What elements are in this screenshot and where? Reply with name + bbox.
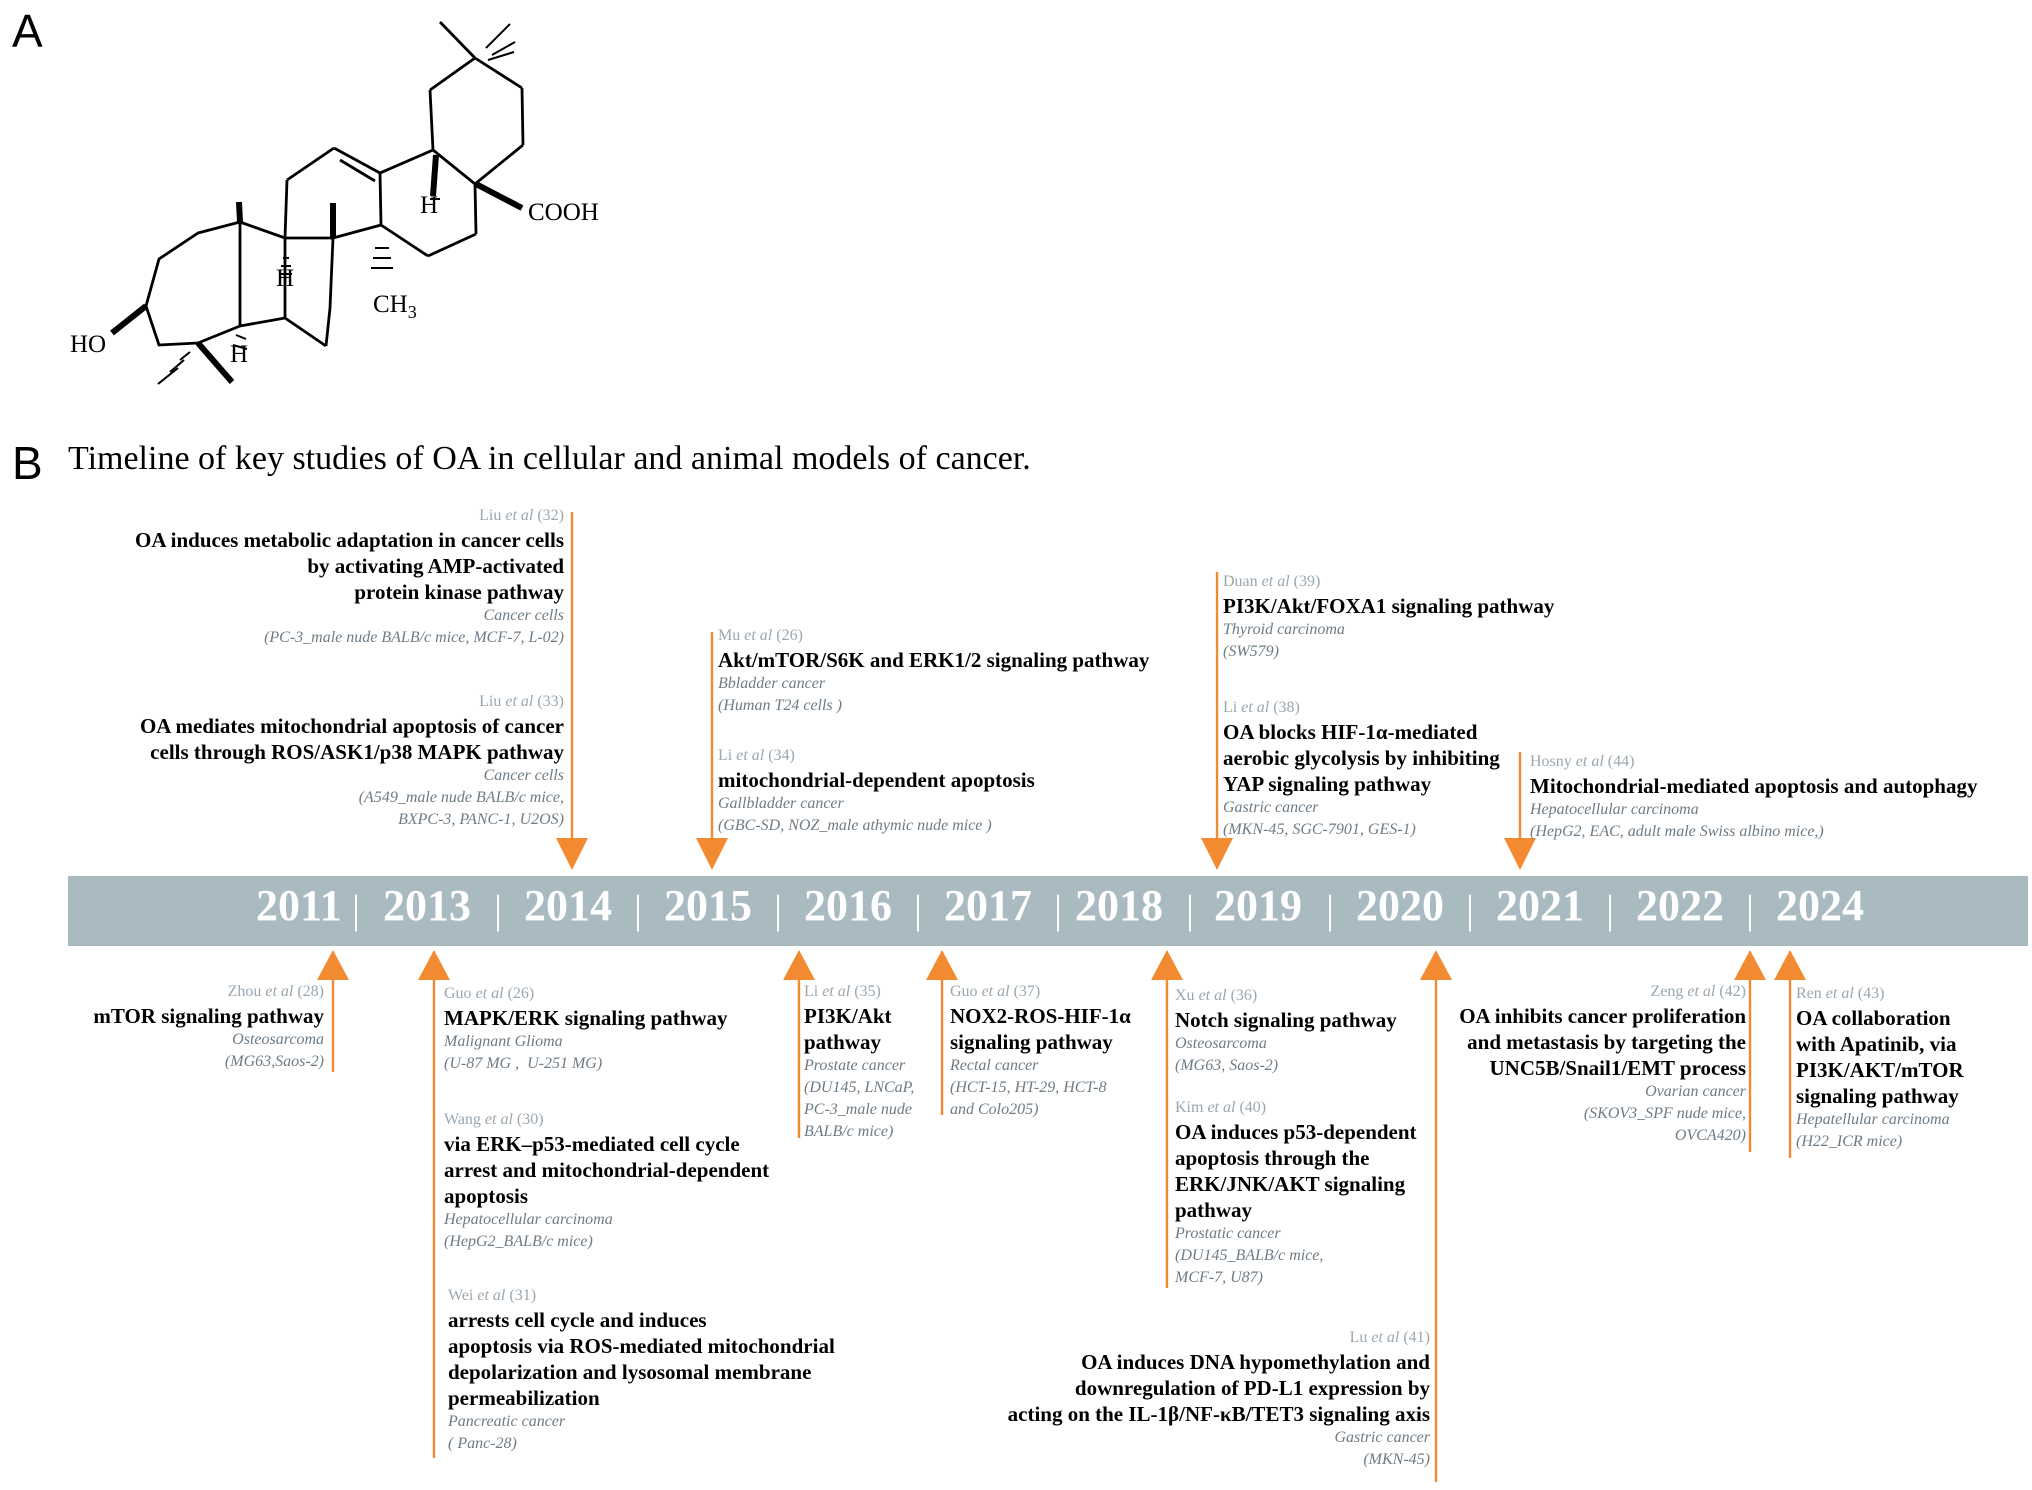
citation	[1175, 1100, 1435, 1116]
year-label: 2019	[1214, 881, 1302, 930]
carboxyl-label: COOH	[528, 199, 599, 226]
study-model: (PC-3_male nude BALB/c mice, MCF-7, L-02)	[264, 629, 564, 646]
year-separator: |	[494, 887, 503, 932]
hydroxyl-label: HO	[70, 331, 107, 358]
study-finding: Notch signaling pathway	[1175, 1008, 1397, 1032]
citation-ref: (37)	[1013, 983, 1041, 1000]
study-finding: apoptosis through the	[1175, 1146, 1370, 1170]
citation	[444, 986, 784, 1002]
study-finding: mTOR signaling pathway	[93, 1004, 324, 1028]
study-model: (U-87 MG , U-251 MG)	[444, 1055, 603, 1072]
citation-ref: (35)	[854, 983, 881, 1000]
study-finding: signaling pathway	[950, 1030, 1113, 1054]
citation-etal: et al	[1261, 573, 1290, 590]
year-separator: |	[774, 887, 783, 932]
year-label: 2024	[1776, 881, 1864, 930]
citation-etal: et al	[1575, 753, 1604, 770]
timeline-bar	[68, 876, 2028, 946]
study-lu-41	[970, 1330, 1430, 1471]
citation-ref: (36)	[1230, 987, 1258, 1004]
study-model: (MG63,Saos-2)	[224, 1053, 324, 1070]
cancer-type: Thyroid carcinoma	[1223, 621, 1345, 638]
study-model: BXPC-3, PANC-1, U2OS)	[398, 811, 564, 828]
citation-author: Li	[1223, 699, 1238, 716]
citation	[444, 1112, 804, 1128]
study-finding: Mitochondrial-mediated apoptosis and autophagy	[1530, 774, 1978, 798]
arrowhead-2014	[556, 838, 588, 870]
study-li-35	[804, 984, 934, 1143]
study-finding: acting on the IL-1β/NF-κB/TET3 signaling axis	[1007, 1402, 1430, 1426]
citation-author: Zeng	[1650, 983, 1684, 1000]
study-model: (A549_male nude BALB/c mice,	[358, 789, 564, 806]
arrowhead-2022	[1734, 950, 1766, 980]
year-separator: |	[1054, 887, 1063, 932]
citation-etal: et al	[822, 983, 851, 1000]
citation-etal: et al	[981, 983, 1010, 1000]
study-finding: and metastasis by targeting the	[1467, 1030, 1746, 1054]
citation-etal: et al	[1371, 1329, 1400, 1346]
study-finding: OA mediates mitochondrial apoptosis of cancer	[139, 714, 564, 738]
citation	[1175, 988, 1435, 1004]
citation-etal: et al	[505, 693, 534, 710]
year-separator: |	[1466, 887, 1475, 932]
study-finding: OA induces metabolic adaptation in cancer cells	[135, 528, 564, 552]
citation-etal: et al	[736, 747, 765, 764]
study-finding: signaling pathway	[1796, 1084, 1959, 1108]
year-label: 2020	[1356, 881, 1444, 930]
study-model: (SKOV3_SPF nude mice,	[1583, 1105, 1746, 1122]
citation-author: Hosny	[1530, 753, 1572, 770]
cancer-type: Hepatellular carcinoma	[1796, 1111, 1950, 1128]
year-label: 2018	[1075, 881, 1163, 930]
citation-etal: et al	[1207, 1099, 1236, 1116]
study-finding: apoptosis	[444, 1184, 529, 1208]
arrowhead-2015	[696, 838, 728, 870]
citation-ref: (42)	[1719, 983, 1746, 1000]
arrowhead-2016	[783, 950, 815, 980]
citation-etal: et al	[475, 985, 504, 1002]
citation-author: Ren	[1796, 985, 1822, 1002]
citation-author: Wang	[444, 1111, 481, 1128]
study-finding: with Apatinib, via	[1796, 1032, 1957, 1056]
study-wei-31	[448, 1288, 868, 1455]
study-finding: OA induces p53-dependent	[1175, 1120, 1417, 1144]
study-finding: permeabilization	[448, 1386, 600, 1410]
citation-ref: (32)	[537, 507, 564, 524]
methyl-label: $CH_3$	[373, 291, 417, 322]
study-finding: pathway	[1175, 1198, 1253, 1222]
hydrogen-label-d: H	[420, 192, 439, 219]
study-finding: OA collaboration	[1796, 1006, 1951, 1030]
arrowhead-2018	[1151, 950, 1183, 980]
citation	[1796, 986, 2016, 1002]
citation-ref: (28)	[297, 983, 324, 1000]
cancer-type: Gastric cancer	[1334, 1429, 1430, 1446]
citation-author: Kim	[1175, 1099, 1204, 1116]
study-finding: Akt/mTOR/S6K and ERK1/2 signaling pathway	[718, 648, 1150, 672]
study-model: (MKN-45, SGC-7901, GES-1)	[1223, 821, 1416, 838]
citation-etal: et al	[1687, 983, 1716, 1000]
study-finding: PI3K/Akt	[804, 1004, 892, 1028]
study-finding: MAPK/ERK signaling pathway	[444, 1006, 728, 1030]
study-finding: by activating AMP-activated	[307, 554, 564, 578]
citation-author: Zhou	[227, 983, 262, 1000]
arrowhead-2019	[1201, 838, 1233, 870]
study-model: (HepG2, EAC, adult male Swiss albino mice,)	[1530, 823, 1824, 840]
citation-author: Lu	[1349, 1329, 1368, 1346]
cancer-type: Hepatocellular carcinoma	[444, 1211, 613, 1228]
cancer-type: Prostatic cancer	[1175, 1225, 1281, 1242]
panel-b-title: Timeline of key studies of OA in cellular and animal models of cancer.	[68, 440, 1031, 477]
citation-author: Guo	[950, 983, 978, 1000]
year-label: 2013	[383, 881, 471, 930]
study-finding: NOX2-ROS-HIF-1α	[950, 1004, 1131, 1028]
arrowhead-2011	[317, 950, 349, 980]
citation-author: Li	[804, 983, 819, 1000]
citation-etal: et al	[505, 507, 534, 524]
cancer-type: Malignant Glioma	[444, 1033, 563, 1050]
study-finding: downregulation of PD-L1 expression by	[1074, 1376, 1430, 1400]
study-finding: pathway	[804, 1030, 882, 1054]
year-separator: |	[352, 887, 361, 932]
year-separator: |	[914, 887, 923, 932]
year-separator: |	[634, 887, 643, 932]
study-model: (DU145_BALB/c mice,	[1175, 1247, 1324, 1264]
study-model: BALB/c mice)	[804, 1123, 894, 1140]
cancer-type: Gastric cancer	[1223, 799, 1319, 816]
cancer-type: Prostate cancer	[804, 1057, 906, 1074]
study-mu-26	[718, 628, 1238, 717]
citation-author: Liu	[479, 507, 502, 524]
study-finding: aerobic glycolysis by inhibiting	[1223, 746, 1500, 770]
citation	[950, 984, 1160, 1000]
citation-ref: (26)	[507, 985, 535, 1002]
citation-author: Li	[718, 747, 733, 764]
year-label: 2017	[944, 881, 1032, 930]
citation-etal: et al	[1198, 987, 1227, 1004]
study-model: (HepG2_BALB/c mice)	[444, 1233, 593, 1250]
citation	[1426, 984, 1746, 1000]
citation-ref: (40)	[1239, 1099, 1267, 1116]
study-finding: YAP signaling pathway	[1223, 772, 1432, 796]
cancer-type: Cancer cells	[483, 767, 564, 784]
citation-ref: (43)	[1857, 985, 1885, 1002]
study-model: (MG63, Saos-2)	[1175, 1057, 1279, 1074]
citation-ref: (26)	[776, 627, 803, 644]
cancer-type: Hepatocellular carcinoma	[1530, 801, 1699, 818]
study-model: and Colo205)	[950, 1101, 1039, 1118]
study-hosny-44	[1530, 754, 2020, 843]
citation-ref: (38)	[1273, 699, 1300, 716]
study-li-38	[1223, 700, 1523, 841]
study-finding: PI3K/Akt/FOXA1 signaling pathway	[1223, 594, 1555, 618]
cancer-type: Cancer cells	[483, 607, 564, 624]
citation-author: Liu	[479, 693, 502, 710]
study-model: OVCA420)	[1674, 1127, 1746, 1144]
citation	[970, 1330, 1430, 1346]
citation-etal: et al	[1241, 699, 1270, 716]
cancer-type: Ovarian cancer	[1645, 1083, 1746, 1100]
hydrogen-label-a: H	[230, 341, 249, 368]
year-separator: |	[1606, 887, 1615, 932]
study-model: (H22_ICR mice)	[1796, 1133, 1903, 1150]
study-finding: apoptosis via ROS-mediated mitochondrial	[448, 1334, 835, 1358]
citation	[44, 694, 564, 710]
citation-ref: (30)	[516, 1111, 544, 1128]
citation	[448, 1288, 868, 1304]
cancer-type: Gallbladder cancer	[718, 795, 844, 812]
study-finding: OA induces DNA hypomethylation and	[1081, 1350, 1430, 1374]
year-label: 2014	[524, 881, 612, 930]
citation	[1223, 700, 1523, 716]
study-model: (MKN-45)	[1363, 1451, 1430, 1468]
study-model: MCF-7, U87)	[1175, 1269, 1263, 1286]
citation	[44, 508, 564, 524]
citation-author: Wei	[448, 1287, 474, 1304]
arrowhead-2013	[418, 950, 450, 980]
study-liu-33	[44, 694, 564, 831]
study-liu-32	[44, 508, 564, 649]
study-finding: mitochondrial-dependent apoptosis	[718, 768, 1035, 792]
citation-etal: et al	[1825, 985, 1854, 1002]
study-finding: depolarization and lysosomal membrane	[448, 1360, 812, 1384]
study-finding: UNC5B/Snail1/EMT process	[1489, 1056, 1746, 1080]
arrowhead-2017	[926, 950, 958, 980]
study-model: (HCT-15, HT-29, HCT-8	[950, 1079, 1107, 1096]
study-duan-39	[1223, 574, 1623, 663]
study-li-34	[718, 748, 1218, 837]
study-guo-26	[444, 986, 784, 1075]
citation	[1223, 574, 1623, 590]
study-finding: PI3K/AKT/mTOR	[1796, 1058, 1964, 1082]
arrowhead-2024	[1774, 950, 1806, 980]
citation-author: Guo	[444, 985, 472, 1002]
citation	[718, 628, 1238, 644]
panel-b-label: B	[12, 437, 43, 489]
panel-a-label: A	[12, 5, 43, 57]
study-zeng-42	[1426, 984, 1746, 1147]
study-model: (Human T24 cells )	[718, 697, 842, 714]
study-finding: OA inhibits cancer proliferation	[1459, 1004, 1746, 1028]
year-label: 2016	[804, 881, 892, 930]
citation	[44, 984, 324, 1000]
citation	[804, 984, 934, 1000]
citation	[1530, 754, 2020, 770]
study-guo-37	[950, 984, 1160, 1121]
citation-ref: (41)	[1403, 1329, 1430, 1346]
citation-etal: et al	[477, 1287, 506, 1304]
year-separator: |	[1186, 887, 1195, 932]
study-finding: cells through ROS/ASK1/p38 MAPK pathway	[150, 740, 564, 764]
cancer-type: Pancreatic cancer	[448, 1413, 566, 1430]
citation-ref: (39)	[1293, 573, 1321, 590]
study-xu-36	[1175, 988, 1435, 1077]
citation-etal: et al	[744, 627, 773, 644]
study-finding: arrests cell cycle and induces	[448, 1308, 707, 1332]
study-kim-40	[1175, 1100, 1435, 1289]
cancer-type: Osteosarcoma	[232, 1031, 324, 1048]
year-label: 2021	[1496, 881, 1584, 930]
citation-author: Duan	[1223, 573, 1258, 590]
study-zhou-28	[44, 984, 324, 1073]
study-model: ( Panc-28)	[448, 1435, 517, 1452]
study-model: PC-3_male nude	[804, 1101, 912, 1118]
citation-ref: (31)	[509, 1287, 537, 1304]
year-separator: |	[1326, 887, 1335, 932]
study-model: (SW579)	[1223, 643, 1279, 660]
study-finding: protein kinase pathway	[354, 580, 564, 604]
cancer-type: Rectal cancer	[950, 1057, 1039, 1074]
citation-etal: et al	[265, 983, 294, 1000]
cancer-type: Osteosarcoma	[1175, 1035, 1267, 1052]
citation-ref: (34)	[768, 747, 795, 764]
study-model: (DU145, LNCaP,	[804, 1079, 915, 1096]
study-ren-43	[1796, 986, 2016, 1153]
arrowhead-2020	[1420, 950, 1452, 980]
study-finding: OA blocks HIF-1α-mediated	[1223, 720, 1478, 744]
citation-author: Mu	[718, 627, 741, 644]
year-label: 2015	[664, 881, 752, 930]
study-finding: ERK/JNK/AKT signaling	[1175, 1172, 1406, 1196]
study-finding: arrest and mitochondrial-dependent	[444, 1158, 770, 1182]
year-label: 2022	[1636, 881, 1724, 930]
citation-ref: (33)	[537, 693, 564, 710]
study-finding: via ERK–p53-mediated cell cycle	[444, 1132, 740, 1156]
citation-etal: et al	[484, 1111, 513, 1128]
year-label: 2011	[256, 881, 342, 930]
citation-author: Xu	[1175, 987, 1195, 1004]
study-wang-30	[444, 1112, 804, 1253]
hydrogen-label-b: H	[276, 265, 295, 292]
citation	[718, 748, 1218, 764]
year-separator: |	[1746, 887, 1755, 932]
study-model: (GBC-SD, NOZ_male athymic nude mice )	[718, 817, 992, 834]
cancer-type: Bbladder cancer	[718, 675, 826, 692]
citation-ref: (44)	[1607, 753, 1635, 770]
